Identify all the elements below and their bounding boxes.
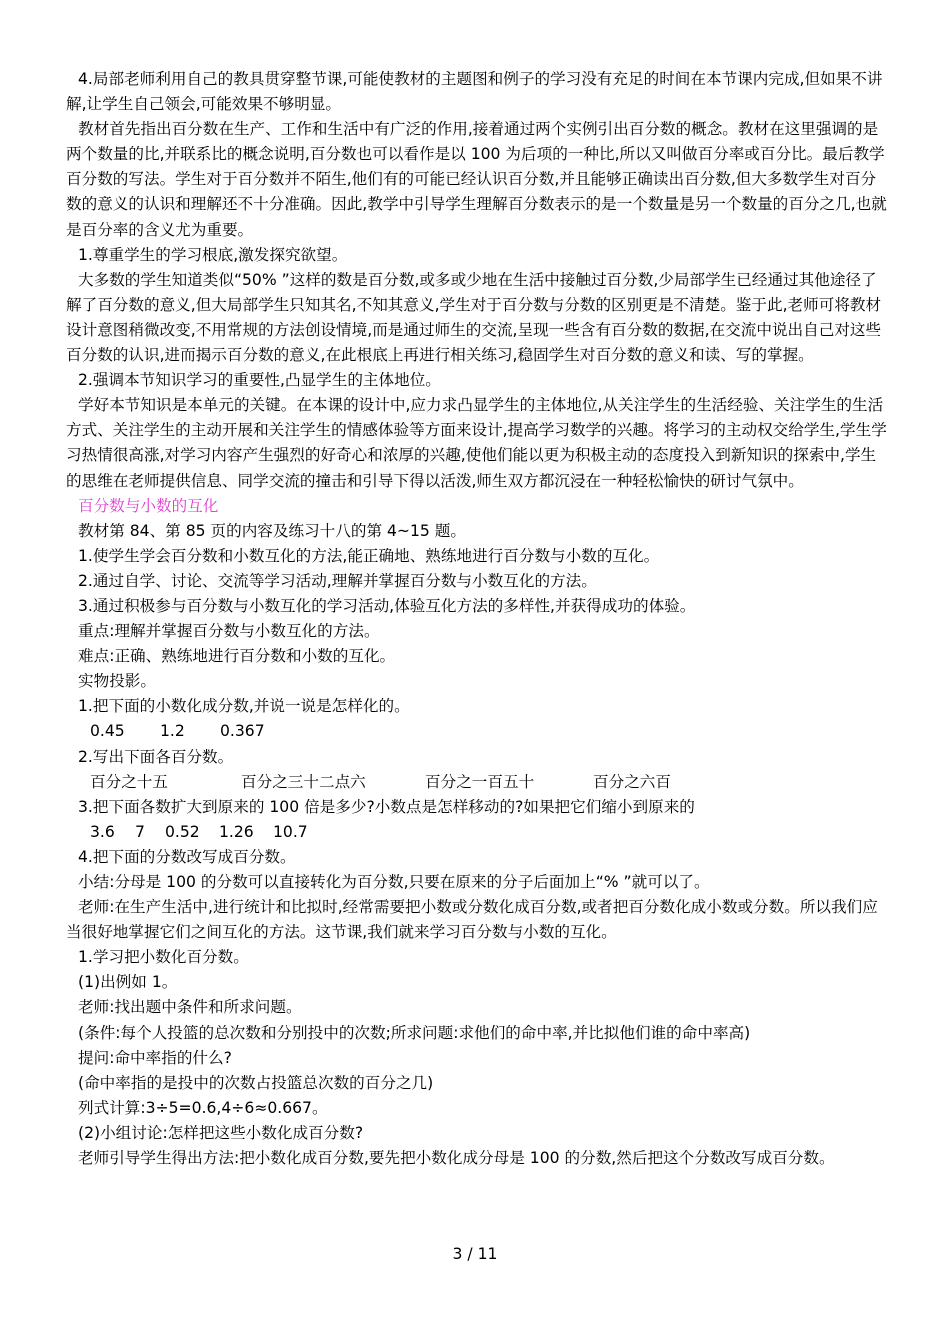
- paragraph: 列式计算:3÷5=0.6,4÷6≈0.667。: [78, 1098, 328, 1117]
- paragraph: 老师:在生产生活中,进行统计和比拟时,经常需要把小数或分数化成百分数,或者把百分数化成小数或分数。所以我们应当很好地掌握它们之间互化的方法。这节课,我们就来学习百分数与小数的互化。: [66, 898, 878, 942]
- number-item: 1.26: [219, 822, 254, 841]
- paragraph: 教材首先指出百分数在生产、工作和生活中有广泛的作用,接着通过两个实例引出百分数的概念。教材在这里强调的是两个数量的比,并联系比的概念说明,百分数也可以看作是以 100 为后项的一种比,所以又叫做百分率或百分比。最后教学百分数的写法。学生对于百分数并不陌生,他们有的可能已经认识百分数,并且能够正确读出百分数,但大多数学生对百分数的意义的认识和理解还不十分准确。因此,教学中引导学生理解百分数表示的是一个数量是另一个数量的百分之几,也就是百分率的含义尤为重要。: [66, 120, 887, 239]
- number-item: 1.2: [160, 722, 185, 741]
- paragraph: 提问:命中率指的什么?: [78, 1048, 232, 1067]
- paragraph: 教材第 84、第 85 页的内容及练习十八的第 4~15 题。: [78, 521, 466, 540]
- paragraph: 重点:理解并掌握百分数与小数互化的方法。: [78, 622, 380, 641]
- paragraph: 小结:分母是 100 的分数可以直接转化为百分数,只要在原来的分子后面加上“% ”就可以了。: [78, 873, 710, 891]
- paragraph: 4.把下面的分数改写成百分数。: [78, 847, 296, 866]
- word-item: 百分之六百: [593, 772, 671, 791]
- paragraph: 2.写出下面各百分数。: [78, 747, 234, 766]
- number-item: 0.45: [90, 722, 125, 741]
- paragraph: (2)小组讨论:怎样把这些小数化成百分数?: [78, 1123, 364, 1142]
- paragraph: 实物投影。: [78, 672, 156, 691]
- paragraph: (1)出例如 1。: [78, 973, 178, 992]
- number-item: 7: [135, 822, 145, 841]
- number-item: 0.367: [220, 722, 265, 741]
- paragraph: 1.把下面的小数化成分数,并说一说是怎样化的。: [78, 697, 410, 716]
- paragraph: 1.尊重学生的学习根底,激发探究欲望。: [78, 245, 348, 264]
- word-item: 百分之一百五十: [425, 772, 535, 791]
- page-number: 3 / 11: [452, 1245, 498, 1263]
- paragraph: 2.通过自学、讨论、交流等学习活动,理解并掌握百分数与小数互化的方法。: [78, 571, 597, 590]
- paragraph: (命中率指的是投中的次数占投篮总次数的百分之几): [78, 1073, 434, 1092]
- page-body: [66, 67, 888, 1171]
- number-item: 3.6: [90, 822, 115, 841]
- paragraph: 1.使学生学会百分数和小数互化的方法,能正确地、熟练地进行百分数与小数的互化。: [78, 546, 660, 565]
- paragraph: 3.把下面各数扩大到原来的 100 倍是多少?小数点是怎样移动的?如果把它们缩小到原来的: [78, 797, 695, 816]
- paragraph: 老师引导学生得出方法:把小数化成百分数,要先把小数化成分母是 100 的分数,然后把这个分数改写成百分数。: [78, 1149, 835, 1168]
- percent-word-list: [66, 770, 888, 795]
- number-list: [66, 820, 888, 845]
- paragraph: 1.学习把小数化百分数。: [78, 948, 249, 967]
- section-heading: 百分数与小数的互化: [78, 496, 219, 515]
- number-item: 10.7: [273, 822, 308, 841]
- number-item: 0.52: [165, 822, 200, 841]
- paragraph: 大多数的学生知道类似“50% ”这样的数是百分数,或多或少地在生活中接触过百分数,少局部学生已经通过其他途径了解了百分数的意义,但大局部学生只知其名,不知其意义,学生对于百分数与分数的区别更是不清楚。鉴于此,老师可将教材设计意图稍微改变,不用常规的方法创设情境,而是通过师生的交流,呈现一些含有百分数的数据,在交流中说出自己对这些百分数的认识,进而揭示百分数的意义,在此根底上再进行相关练习,稳固学生对百分数的意义和读、写的掌握。: [66, 270, 882, 365]
- paragraph: 4.局部老师利用自己的教具贯穿整节课,可能使教材的主题图和例子的学习没有充足的时间在本节课内完成,但如果不讲解,让学生自己领会,可能效果不够明显。: [66, 70, 883, 114]
- paragraph: 3.通过积极参与百分数与小数互化的学习活动,体验互化方法的多样性,并获得成功的体验。: [78, 596, 696, 615]
- paragraph: 学好本节知识是本单元的关键。在本课的设计中,应力求凸显学生的主体地位,从关注学生的生活经验、关注学生的生活方式、关注学生的主动开展和关注学生的情感体验等方面来设计,提高学习数学的兴趣。将学习的主动权交给学生,学生学习热情很高涨,对学习内容产生强烈的好奇心和浓厚的兴趣,使他们能以更为积极主动的态度投入到新知识的探索中,学生的思维在老师提供信息、同学交流的撞击和引导下得以活泼,师生双方都沉浸在一种轻松愉快的研讨气氛中。: [66, 396, 887, 490]
- paragraph: 难点:正确、熟练地进行百分数和小数的互化。: [78, 647, 396, 666]
- word-item: 百分之十五: [90, 772, 168, 791]
- paragraph: 2.强调本节知识学习的重要性,凸显学生的主体地位。: [78, 371, 441, 390]
- word-item: 百分之三十二点六: [241, 772, 366, 791]
- decimal-list: [66, 719, 888, 744]
- paragraph: 老师:找出题中条件和所求问题。: [78, 998, 302, 1017]
- paragraph: (条件:每个人投篮的总次数和分别投中的次数;所求问题:求他们的命中率,并比拟他们谁的命中率高): [78, 1023, 751, 1042]
